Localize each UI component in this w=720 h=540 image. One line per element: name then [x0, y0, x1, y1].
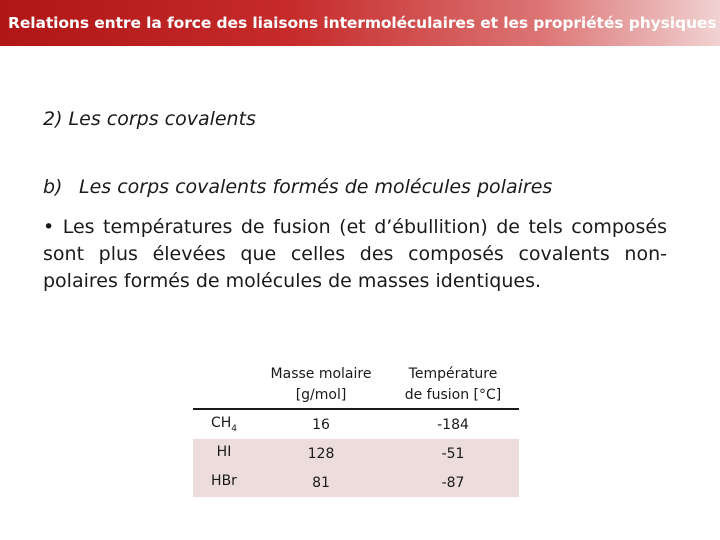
molar-mass-cell: 81 — [255, 468, 387, 497]
bullet-text: Les températures de fusion (et d’ébullition) de tels composés sont plus élevées que celles des composés covalents non-polaires formés de molécules de masses identiques. — [43, 216, 668, 292]
subsection-heading-polar — [43, 176, 552, 198]
table-header-melting-point — [387, 362, 519, 409]
compound-cell — [193, 409, 255, 439]
properties-table — [193, 362, 519, 497]
table-header-molar-mass — [255, 362, 387, 409]
table-row — [193, 468, 519, 497]
molar-mass-cell: 128 — [255, 439, 387, 468]
melting-point-cell: -87 — [387, 468, 519, 497]
compound-formula: CH — [210, 415, 232, 432]
formula-subscript: 4 — [231, 423, 238, 434]
compound-formula: HBr — [211, 473, 237, 490]
header-line: Température — [408, 366, 498, 382]
bullet-icon: • — [43, 216, 55, 238]
section-heading-covalent: 2) Les corps covalents — [43, 108, 256, 130]
slide-title: Relations entre la force des liaisons intermoléculaires et les propriétés physiques — [8, 14, 717, 32]
header-line: [g/mol] — [295, 387, 347, 403]
molar-mass-cell: 16 — [312, 416, 330, 433]
bullet-paragraph — [43, 214, 667, 295]
table-row — [193, 409, 519, 439]
header-line: de fusion [°C] — [404, 387, 502, 403]
header-line: Masse molaire — [270, 366, 372, 382]
subsection-text: Les corps covalents formés de molécules polaires — [79, 176, 553, 198]
melting-point-cell: -51 — [387, 439, 519, 468]
compound-formula: HI — [216, 444, 232, 461]
subsection-letter: b) — [43, 176, 63, 198]
title-bar — [0, 0, 720, 46]
melting-point-cell: -184 — [437, 416, 469, 433]
table-header-compound — [193, 362, 255, 409]
table-row — [193, 439, 519, 468]
compound-cell — [193, 468, 255, 497]
table-header-row — [193, 362, 519, 409]
compound-cell — [193, 439, 255, 468]
